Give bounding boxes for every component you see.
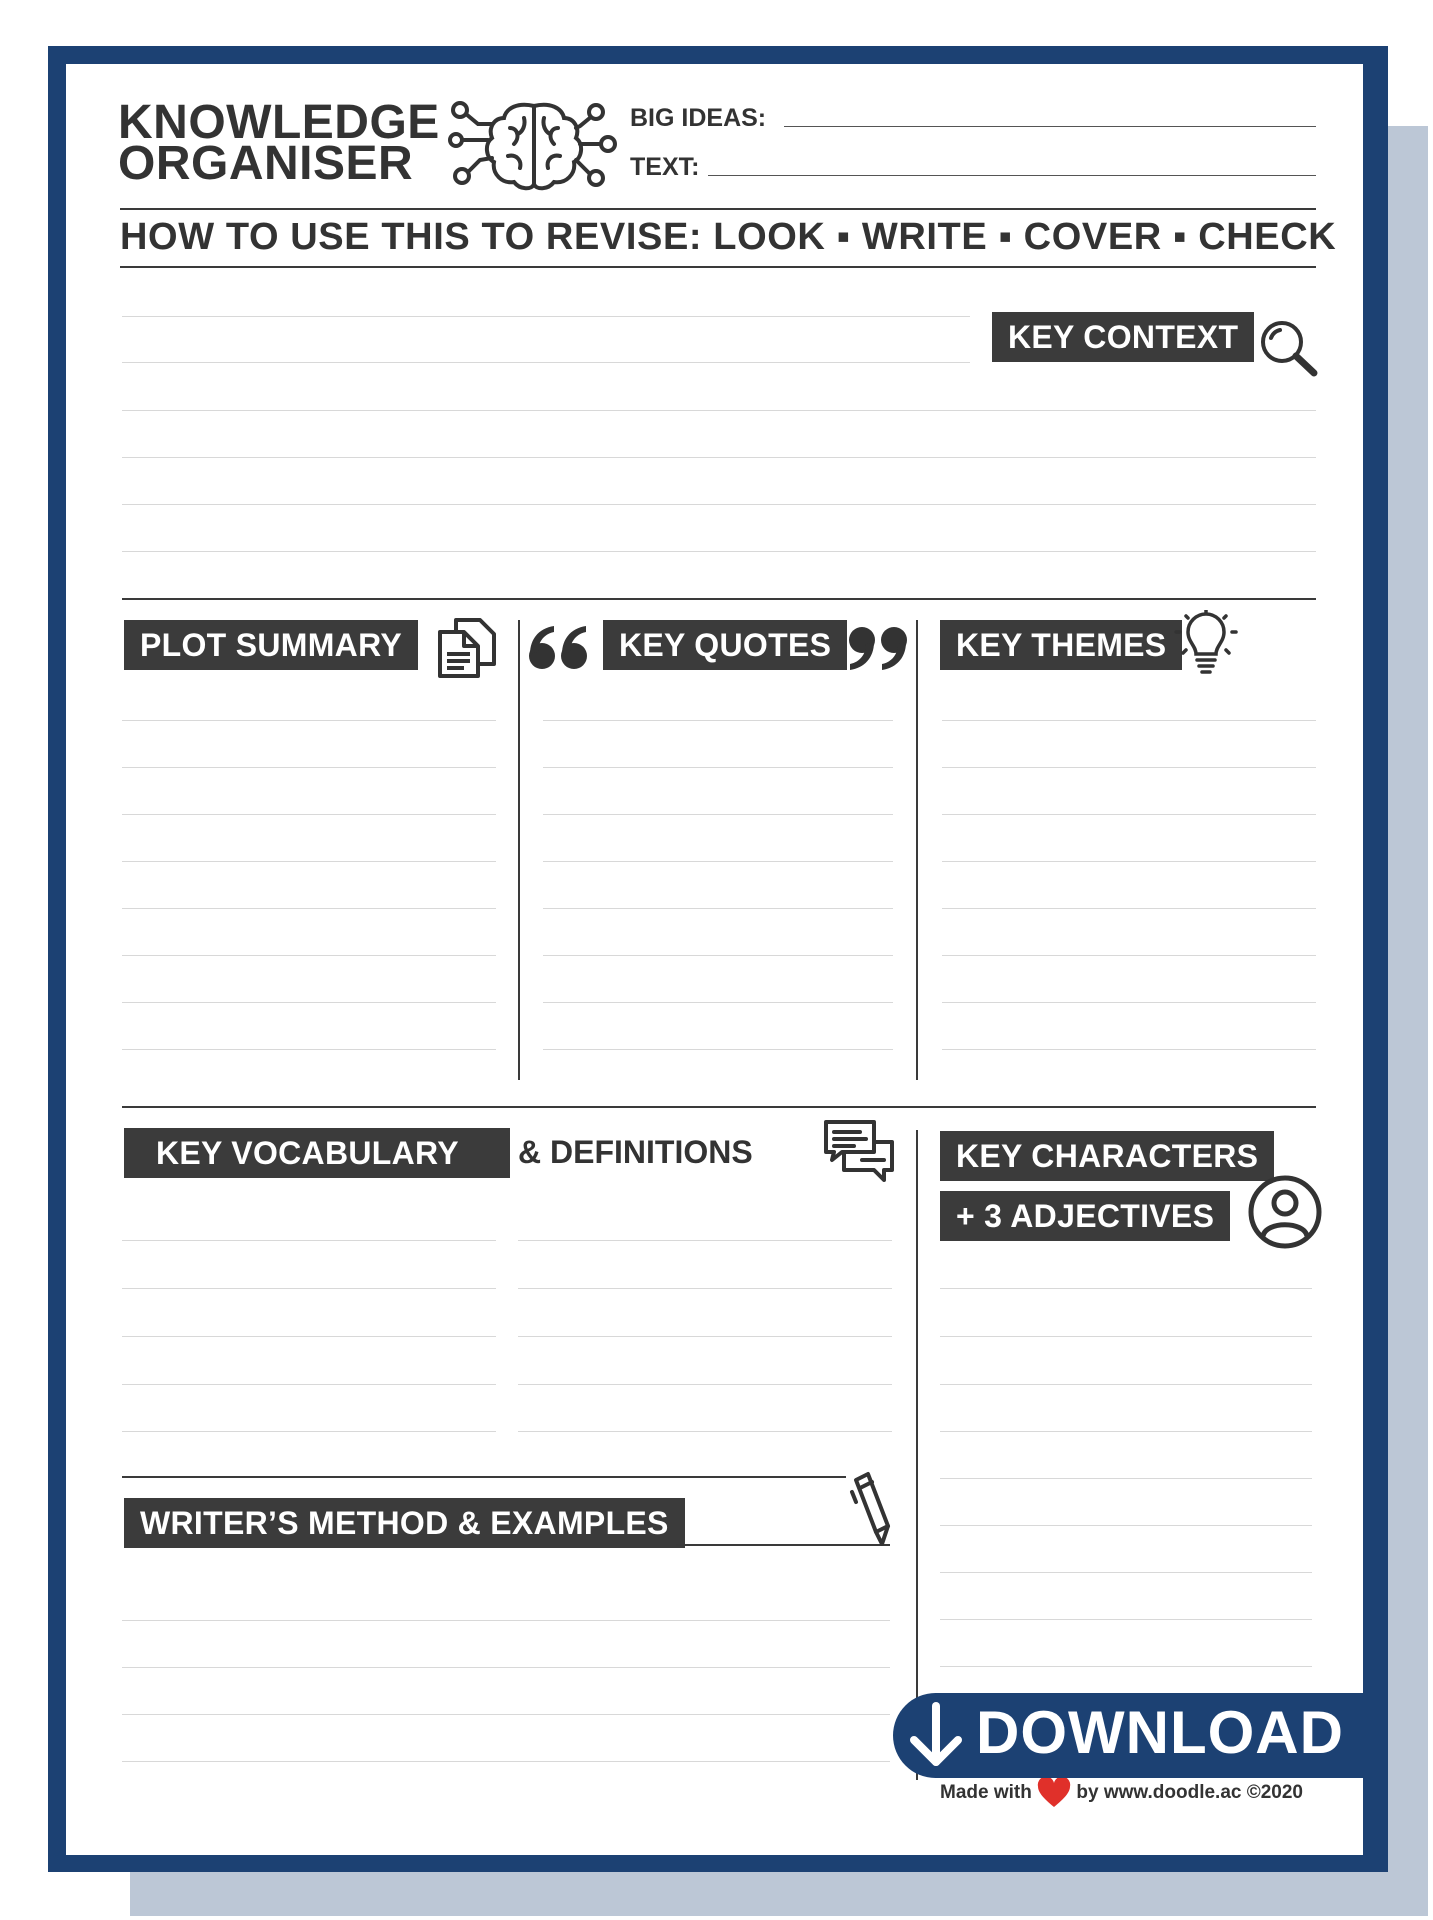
column-divider	[916, 1130, 918, 1780]
title-line-1: KNOWLEDGE	[118, 96, 440, 149]
divider	[120, 208, 1316, 210]
writing-line	[122, 1336, 496, 1337]
writing-line	[543, 814, 893, 815]
writing-line	[543, 861, 893, 862]
writing-line	[543, 720, 893, 721]
writing-line	[940, 1619, 1312, 1620]
writing-line	[122, 908, 496, 909]
writing-line	[940, 1431, 1312, 1432]
open-quote-icon	[528, 624, 592, 670]
key-characters-label: KEY CHARACTERS	[940, 1131, 1274, 1181]
title-line-2: ORGANISER	[118, 137, 414, 190]
writing-line	[122, 362, 970, 363]
writing-line	[940, 1288, 1312, 1289]
writing-line	[940, 1666, 1312, 1667]
writing-line	[122, 1049, 496, 1050]
writing-line	[543, 955, 893, 956]
footer-by[interactable]: by www.doodle.ac ©2020	[1076, 1782, 1303, 1804]
writing-line	[942, 720, 1316, 721]
writing-line	[942, 1002, 1316, 1003]
writing-line	[122, 1667, 890, 1668]
writing-line	[122, 1620, 890, 1621]
key-context-label: KEY CONTEXT	[992, 312, 1254, 362]
column-divider	[916, 620, 918, 1080]
writing-line	[940, 1478, 1312, 1479]
writing-line	[942, 814, 1316, 815]
writing-line	[122, 814, 496, 815]
key-vocabulary-label: KEY VOCABULARY	[124, 1128, 510, 1178]
pen-icon	[846, 1468, 896, 1550]
writing-line	[940, 1336, 1312, 1337]
lightbulb-icon	[1174, 610, 1238, 676]
big-ideas-label: BIG IDEAS:	[630, 104, 767, 132]
writing-line	[122, 1714, 890, 1715]
writing-line	[543, 1002, 893, 1003]
writing-line	[518, 1384, 892, 1385]
divider	[122, 598, 1316, 600]
writing-line	[122, 720, 496, 721]
writing-line	[942, 1049, 1316, 1050]
writing-line	[940, 1384, 1312, 1385]
writing-line	[122, 504, 1316, 505]
writing-line	[518, 1288, 892, 1289]
writing-line	[122, 861, 496, 862]
text-field[interactable]	[708, 175, 1316, 176]
writing-line	[940, 1572, 1312, 1573]
footer-made-with: Made with	[940, 1782, 1032, 1804]
writing-line	[122, 1288, 496, 1289]
writing-line	[122, 551, 1316, 552]
key-themes-label: KEY THEMES	[940, 620, 1182, 670]
brain-icon	[448, 98, 622, 194]
writing-line	[122, 410, 1316, 411]
footer-credit	[940, 1778, 1303, 1808]
writing-line	[518, 1240, 892, 1241]
writers-method-label: WRITER’S METHOD & EXAMPLES	[124, 1498, 685, 1548]
writing-line	[942, 861, 1316, 862]
writing-line	[122, 1240, 496, 1241]
writing-line	[518, 1336, 892, 1337]
writing-line	[122, 1384, 496, 1385]
writing-line	[122, 1761, 890, 1762]
definitions-label: & DEFINITIONS	[518, 1134, 753, 1170]
download-label[interactable]: DOWNLOAD	[976, 1699, 1344, 1766]
writing-line	[122, 767, 496, 768]
magnifier-icon	[1258, 318, 1320, 378]
divider	[120, 266, 1316, 268]
writing-line	[942, 908, 1316, 909]
plot-summary-label: PLOT SUMMARY	[124, 620, 418, 670]
documents-icon	[436, 616, 498, 680]
writing-line	[122, 1431, 496, 1432]
chat-icon	[822, 1118, 896, 1184]
user-icon	[1246, 1173, 1324, 1251]
page-title	[118, 96, 440, 190]
writing-line	[122, 955, 496, 956]
writing-line	[543, 1049, 893, 1050]
download-arrow-icon[interactable]	[908, 1702, 964, 1768]
close-quote-icon	[844, 626, 908, 672]
text-label: TEXT:	[630, 153, 700, 181]
writing-line	[518, 1431, 892, 1432]
writing-line	[122, 1002, 496, 1003]
divider	[122, 1476, 846, 1478]
writing-line	[940, 1525, 1312, 1526]
divider	[122, 1106, 1316, 1108]
writing-line	[122, 316, 970, 317]
big-ideas-field[interactable]	[784, 126, 1316, 127]
writing-line	[543, 908, 893, 909]
writing-line	[543, 767, 893, 768]
adjectives-label: + 3 ADJECTIVES	[940, 1191, 1230, 1241]
column-divider	[518, 620, 520, 1080]
key-quotes-label: KEY QUOTES	[603, 620, 847, 670]
writing-line	[122, 457, 1316, 458]
heart-icon	[1037, 1778, 1071, 1808]
how-to-banner: HOW TO USE THIS TO REVISE: LOOK ▪ WRITE ▪ COVER ▪ CHECK	[120, 216, 1337, 258]
writing-line	[942, 955, 1316, 956]
writing-line	[942, 767, 1316, 768]
